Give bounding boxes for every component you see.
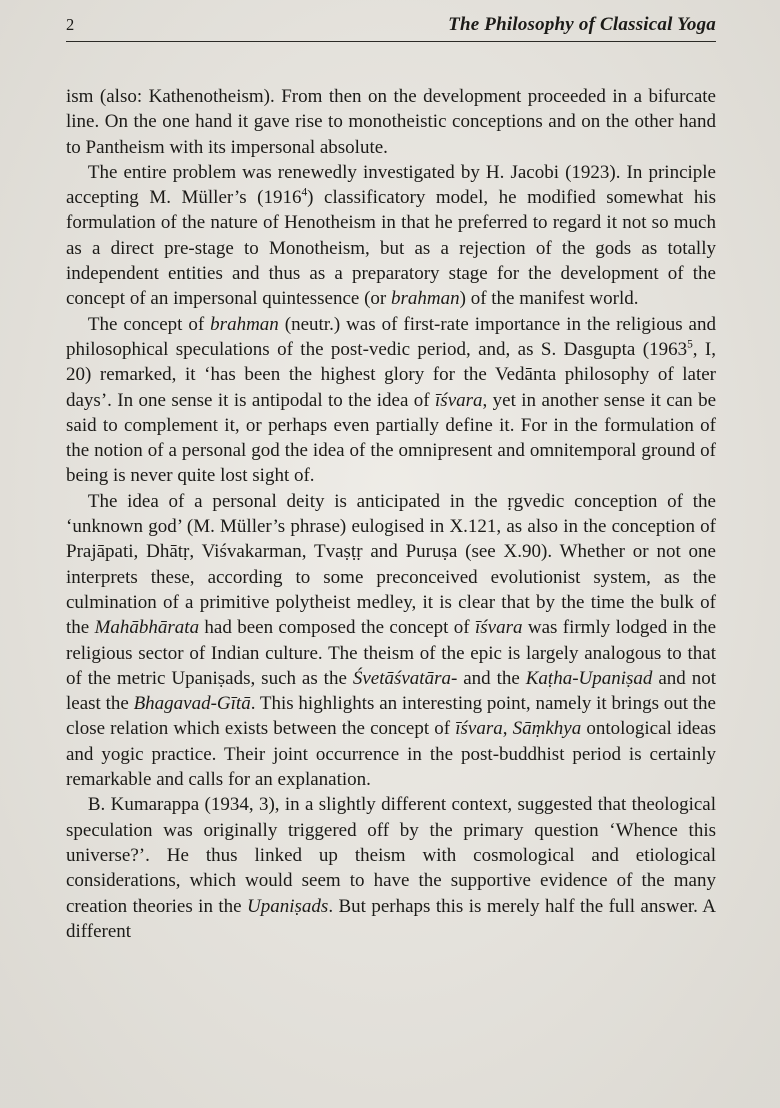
text-segment: ) classificatory model, he modified somewhat his formulation of the nature of Henotheism in that he preferred to regard it not so much as a direct pre-stage to Monotheism, but as a rejection of the gods as totally independent entities and thus as a preparatory stage for the development of the concept of an impersonal quintessence (or — [66, 187, 716, 310]
italic-term: brahman — [210, 313, 279, 335]
text-segment: . But perhaps this is merely half the full answer. A different — [66, 895, 717, 942]
italic-term: Sāṃkhya — [512, 718, 582, 740]
text-segment: . This highlights an interesting point, namely it brings out the close relation which exists between the concept of — [66, 693, 716, 740]
text-segment: 4 — [301, 186, 308, 199]
italic-term: Mahābhārata — [94, 617, 200, 639]
text-segment: and the — [457, 667, 526, 689]
text-segment: The entire problem was renewedly investigated by H. Jacobi (1923). In principle accepting M. Müller’s (1916 — [66, 161, 716, 209]
running-header — [66, 14, 716, 42]
text-segment: (neutr.) was of first-rate importance in the religious and philosophical speculations of the post-vedic period, and, as S. Dasgupta (1963 — [66, 313, 716, 360]
text-segment: , — [502, 718, 513, 740]
text-segment: ontological ideas and yogic practice. Their joint occurrence in the post-buddhist period is certainly remarkable and calls for an explanation. — [66, 718, 716, 791]
text-segment: was firmly lodged in the religious sector of Indian culture. The theism of the epic is largely analogous to that of the metric Upaniṣads, such as the — [66, 617, 716, 689]
paragraph — [66, 312, 716, 489]
italic-term: Bhagavad-Gītā — [133, 693, 251, 715]
text-segment: , I, 20) remarked, it ‘has been the highest glory for the Vedānta philosophy of later days’. In one sense it is antipodal to the idea of — [66, 338, 717, 411]
text-segment: and not least the — [66, 667, 717, 715]
page-body — [66, 84, 716, 944]
page-number: 2 — [66, 15, 75, 34]
italic-term: īśvara — [435, 389, 483, 411]
paragraphs — [66, 84, 716, 944]
text-segment: 5 — [687, 338, 693, 351]
text-segment: The concept of — [87, 313, 211, 335]
italic-term: Śvetāśvatāra- — [352, 667, 458, 689]
text-segment: The idea of a personal deity is anticipated in the ṛgvedic conception of the ‘unknown god’ (M. Müller’s phrase) eulogised in X.121, as also in the conception of Prajāpati, Dhātṛ, Viśvakarman, Tvaṣṭṛ and Puruṣa (see X.90). Whether or not one interprets these, according to some preconceived evolutionist system, as the culmination of a primitive polytheist medley, it is clear that by the time the bulk of the — [66, 490, 716, 639]
italic-term: īśvara — [475, 617, 523, 639]
text-segment: B. Kumarappa (1934, 3), in a slightly different context, suggested that theological speculation was originally triggered off by the primary question ‘Whence this universe?’. He thus linked up theism with cosmological and etiological considerations, which would seem to have the supportive evidence of the many creation theories in the — [66, 794, 716, 917]
text-segment: ism (also: Kathenotheism). From then on the development proceeded in a bifurcate line. On the one hand it gave rise to monotheistic conceptions and on the other hand to Pantheism with its impersonal absolute. — [66, 86, 716, 158]
italic-term: Upaniṣads — [247, 895, 329, 917]
italic-term: īśvara — [455, 718, 503, 740]
paragraph — [66, 160, 716, 312]
text-segment: , yet in another sense it can be said to complement it, or perhaps even partially define it. For in the formulation of the notion of a personal god the idea of the omnipresent and omnitemporal ground of being is never quite lost sight of. — [66, 389, 716, 487]
paragraph — [66, 792, 716, 944]
italic-term: Kaṭha-Upaniṣad — [525, 667, 653, 689]
paragraph — [66, 84, 716, 160]
italic-term: brahman — [391, 288, 460, 310]
text-segment: ) of the manifest world. — [459, 288, 639, 310]
text-segment: had been composed the concept of — [199, 617, 475, 639]
running-title: The Philosophy of Classical Yoga — [448, 14, 716, 35]
paragraph — [66, 489, 716, 793]
